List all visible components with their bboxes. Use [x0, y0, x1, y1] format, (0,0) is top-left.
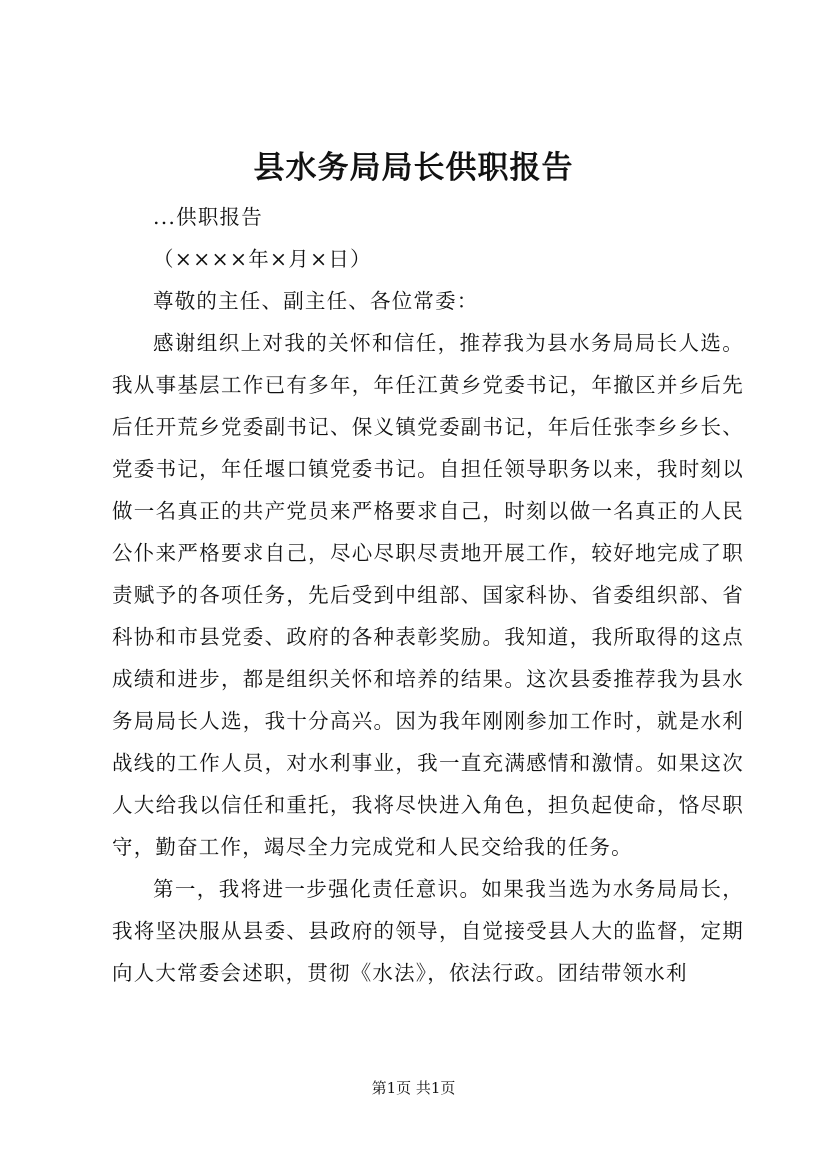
- salutation: 尊敬的主任、副主任、各位常委：: [153, 289, 479, 313]
- date-line: （××××年×月×日）: [153, 247, 372, 271]
- subheading: ...供职报告: [153, 205, 263, 229]
- paragraph-intro: 感谢组织上对我的关怀和信任，推荐我为县水务局局长人选。我从事基层工作已有多年，年任江黄乡党委书记，年撤区并乡后先后任开荒乡党委副书记、保义镇党委副书记，年后任张李乡乡长、党委书记，年任堰口镇党委书记。自担任领导职务以来，我时刻以做一名真正的共产党员来严格要求自己，时刻以做一名真正的人民公仆来严格要求自己，尽心尽职尽责地开展工作，较好地完成了职责赋予的各项任务，先后受到中组部、国家科协、省委组织部、省科协和市县党委、政府的各种表彰奖励。我知道，我所取得的这点成绩和进步，都是组织关怀和培养的结果。这次县委推荐我为县水务局局长人选，我十分高兴。因为我年刚刚参加工作时，就是水利战线的工作人员，对水利事业，我一直充满感情和激情。如果这次人大给我以信任和重托，我将尽快进入角色，担负起使命，恪尽职守，勤奋工作，竭尽全力完成党和人民交给我的任务。: [112, 331, 744, 859]
- document-title: 县水务局局长供职报告: [253, 150, 574, 186]
- paragraph-first-point: 第一，我将进一步强化责任意识。如果我当选为水务局局长，我将坚决服从县委、县政府的领导，自觉接受县人大的监督，定期向人大常委会述职，贯彻《水法》，依法行政。团结带领水利: [112, 877, 744, 985]
- document-body: [112, 196, 744, 994]
- page-footer: 第1页 共1页: [371, 1079, 456, 1097]
